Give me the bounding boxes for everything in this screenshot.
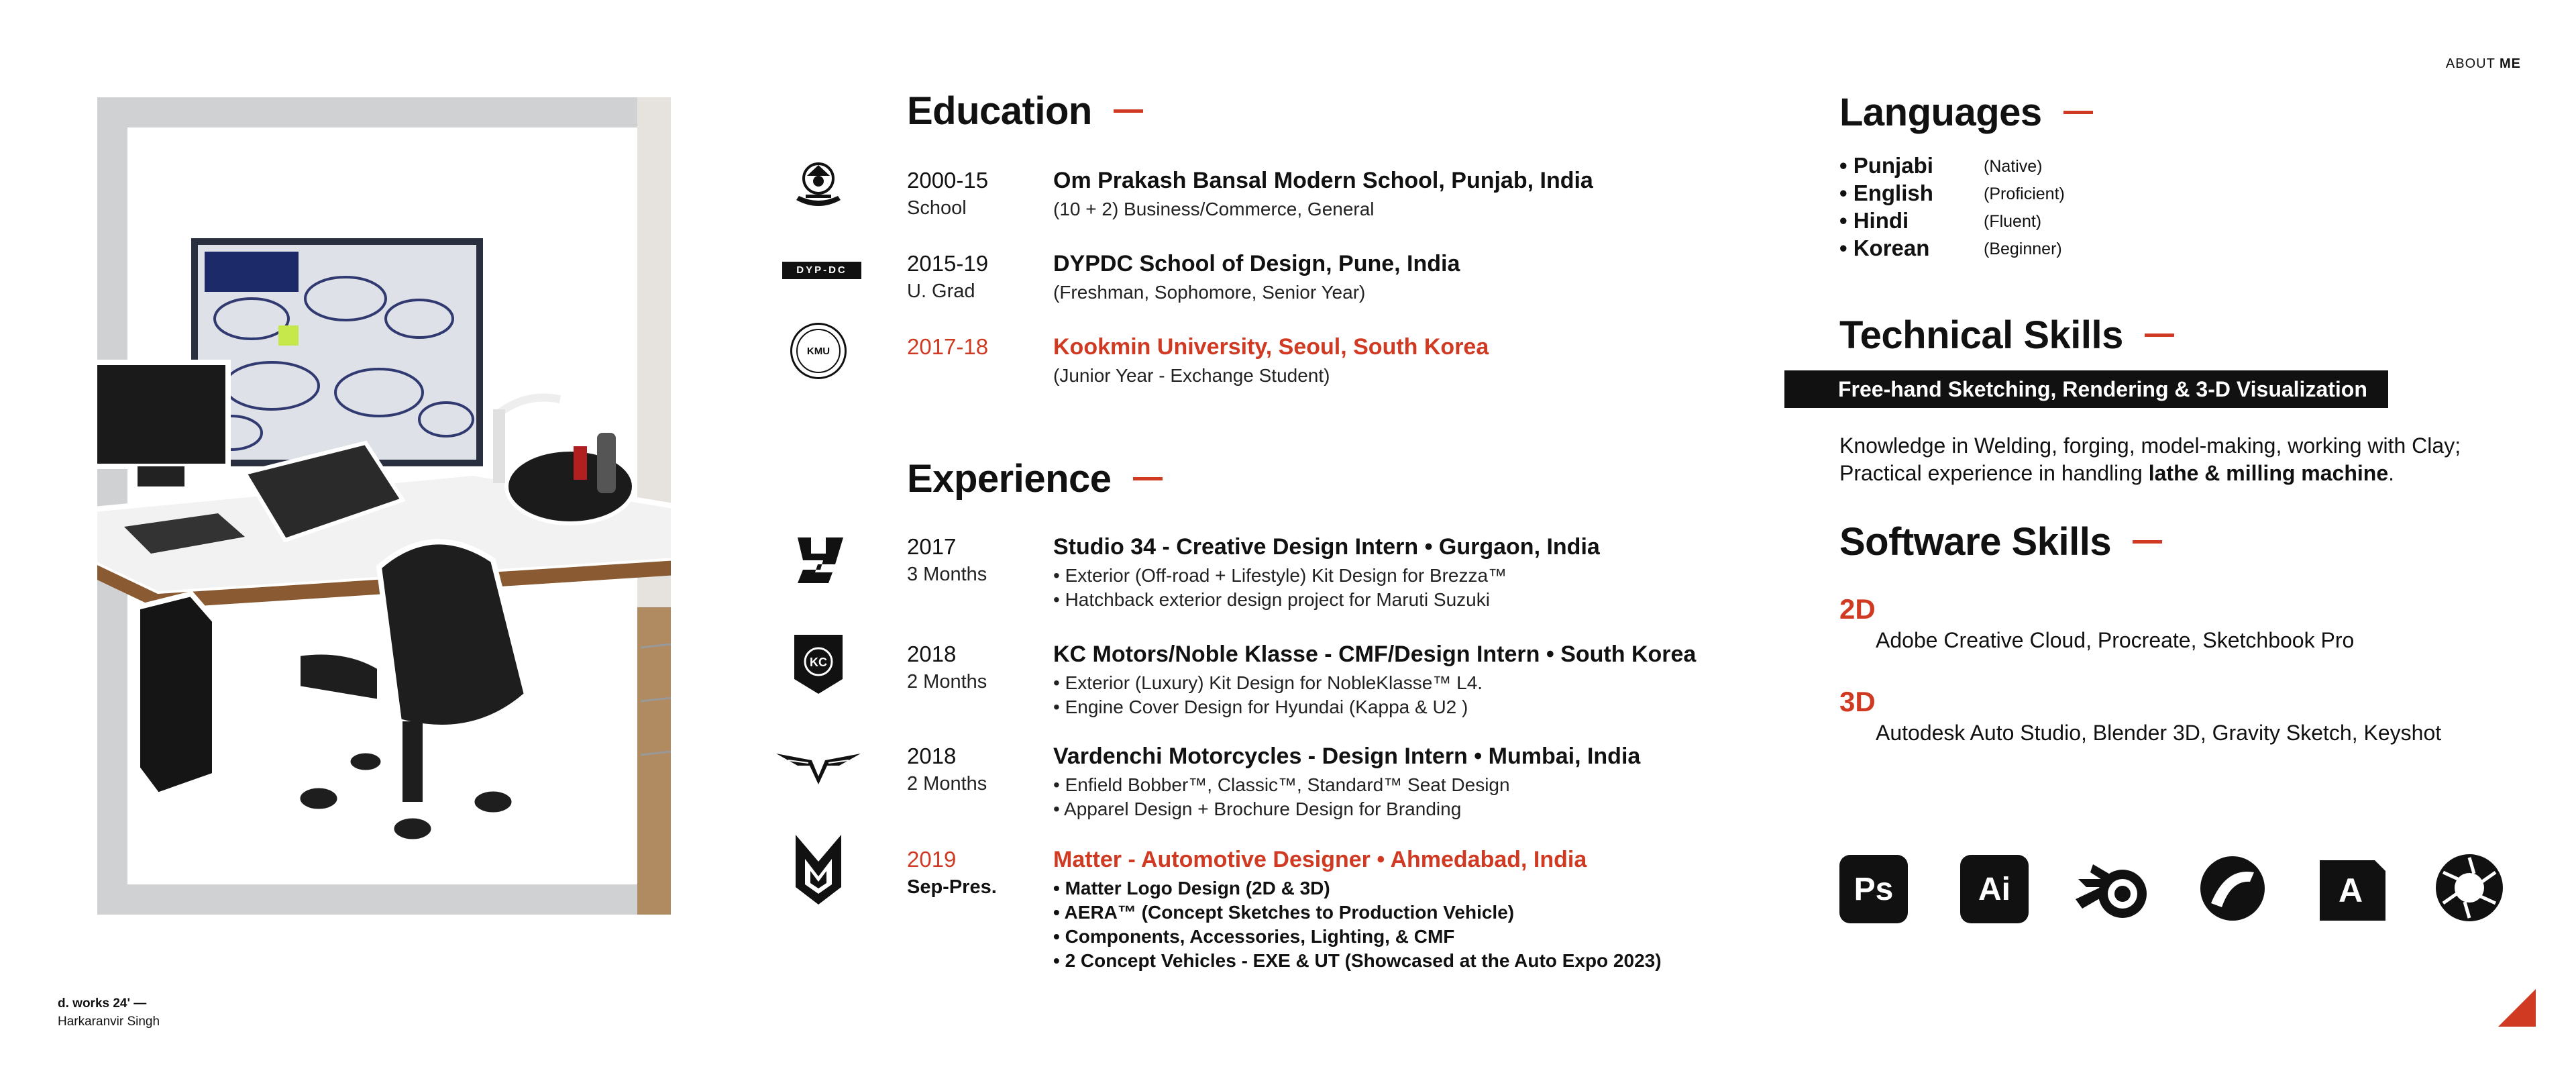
technical-line-1: Knowledge in Welding, forging, model-making, working with Clay; [1839,433,2461,458]
footer-line-2: Harkaranvir Singh [58,1015,160,1029]
exp-year: 2017 [907,534,957,559]
footer [58,994,160,1031]
language-level: (Fluent) [1984,212,2042,231]
about-bold: ME [2500,56,2521,71]
gravity-sketch-icon [2199,854,2266,927]
software-title: Software Skills [1839,520,2112,564]
software-skills-heading [1839,519,2162,564]
exp-desc [1053,876,1662,973]
keyshot-icon [2434,852,2505,927]
footer-line-1: d. works 24' — [58,996,147,1011]
exp-desc-line: • 2 Concept Vehicles - EXE & UT (Showcased at the Auto Expo 2023) [1053,950,1662,971]
kmu-seal-icon [785,321,852,381]
heading-dash [2063,111,2093,114]
edu-desc: (Freshman, Sophomore, Senior Year) [1053,282,1366,303]
edu-desc: (10 + 2) Business/Commerce, General [1053,199,1375,219]
autodesk-alias-icon [2317,854,2388,927]
edu-year: 2000-15 [907,168,989,193]
software-3d-label: 3D [1839,686,1876,717]
exp-desc-line: • Apparel Design + Brochure Design for Branding [1053,799,1462,819]
exp-title: KC Motors/Noble Klasse - CMF/Design Intern • South Korea [1053,641,1697,667]
edu-desc: (Junior Year - Exchange Student) [1053,365,1330,386]
exp-sub: Sep-Pres. [907,876,997,898]
language-level: (Native) [1984,157,2043,176]
exp-desc-line: • Exterior (Off-road + Lifestyle) Kit Design for Brezza™ [1053,565,1507,586]
kc-motors-logo-icon [785,631,852,698]
technical-line-2-suffix: . [2388,461,2395,485]
exp-year: 2018 [907,743,957,768]
kc-logo-text: KC [810,656,827,669]
language-item [1839,153,2043,181]
technical-skills-heading [1839,313,2174,358]
vardenchi-wings-logo-icon [775,737,862,797]
language-name: • Hindi [1839,208,1909,233]
exp-sub: 2 Months [907,671,987,692]
technical-line-2-bold: lathe & milling machine [2148,461,2389,485]
education-heading [907,89,1143,134]
dypdc-logo-icon [782,240,862,301]
language-name: • Punjabi [1839,153,1933,178]
languages-heading [1839,90,2093,135]
alias-icon-letter: A [2338,872,2363,909]
education-title: Education [907,89,1092,133]
technical-highlight-bar: Free-hand Sketching, Rendering & 3-D Visualization [1784,370,2388,408]
language-item [1839,208,2042,236]
illustrator-icon: Ai [1960,855,2029,923]
exp-desc-line: • AERA™ (Concept Sketches to Production Vehicle) [1053,902,1515,923]
software-2d-label: 2D [1839,593,1876,625]
exp-desc-line: • Enfield Bobber™, Classic™, Standard™ Seat Design [1053,774,1510,795]
edu-year: 2015-19 [907,251,989,276]
monitor [97,362,228,466]
edu-year: 2017-18 [907,334,989,359]
technical-line-2-prefix: Practical experience in handling [1839,461,2149,485]
edu-sub: School [907,197,967,219]
language-name: • English [1839,181,1933,205]
languages-title: Languages [1839,91,2042,134]
exp-desc-line: • Exterior (Luxury) Kit Design for NobleKlasse™ L4. [1053,672,1483,693]
about-prefix: ABOUT [2445,56,2496,71]
language-level: (Beginner) [1984,240,2062,258]
pc-tower [138,594,215,795]
heading-dash [2145,333,2174,337]
dypdc-logo-text: DYP-DC [782,262,861,279]
kmu-seal-text: KMU [796,329,841,373]
language-name: • Korean [1839,236,1930,260]
exp-title: Matter - Automotive Designer • Ahmedabad, India [1053,847,1587,872]
exp-desc [1053,564,1507,612]
heading-dash [2133,540,2162,544]
exp-desc-line: • Engine Cover Design for Hyundai (Kappa & U2 ) [1053,697,1468,717]
exp-sub: 3 Months [907,564,987,585]
edu-title: Kookmin University, Seoul, South Korea [1053,334,1489,360]
heading-dash [1133,477,1163,480]
corner-triangle [2498,989,2536,1027]
language-level: (Proficient) [1984,185,2065,203]
edu-title: Om Prakash Bansal Modern School, Punjab, India [1053,168,1593,193]
matter-logo-icon [785,832,852,906]
language-item [1839,181,2065,208]
desk-illustration [97,97,671,915]
edu-sub: U. Grad [907,280,975,302]
technical-line-2 [1839,460,2461,487]
language-item [1839,236,2062,263]
exp-desc-line: • Hatchback exterior design project for Maruti Suzuki [1053,589,1490,610]
exp-year: 2018 [907,641,957,666]
exp-title: Studio 34 - Creative Design Intern • Gurgaon, India [1053,534,1600,560]
studio34-logo-icon [785,530,852,590]
workspace-photo [97,97,671,915]
exp-year: 2019 [907,847,957,872]
exp-desc-line: • Matter Logo Design (2D & 3D) [1053,878,1330,898]
technical-title: Technical Skills [1839,313,2123,357]
technical-paragraph [1839,432,2461,487]
exp-title: Vardenchi Motorcycles - Design Intern • Mumbai, India [1053,743,1641,769]
experience-title: Experience [907,457,1112,501]
exp-desc [1053,671,1483,719]
exp-sub: 2 Months [907,773,987,794]
exp-desc [1053,773,1510,821]
experience-heading [907,456,1163,501]
languages-list [1839,153,2065,263]
school-crest-icon [785,156,852,216]
photoshop-icon: Ps [1839,855,1908,923]
blender-icon [2073,852,2153,929]
edu-title: DYPDC School of Design, Pune, India [1053,251,1460,276]
about-me-label [2446,56,2521,72]
software-2d-text: Adobe Creative Cloud, Procreate, Sketchbook Pro [1876,628,2355,652]
software-3d-text: Autodesk Auto Studio, Blender 3D, Gravity Sketch, Keyshot [1876,721,2442,745]
heading-dash [1114,109,1143,113]
exp-desc-line: • Components, Accessories, Lighting, & CMF [1053,926,1455,947]
